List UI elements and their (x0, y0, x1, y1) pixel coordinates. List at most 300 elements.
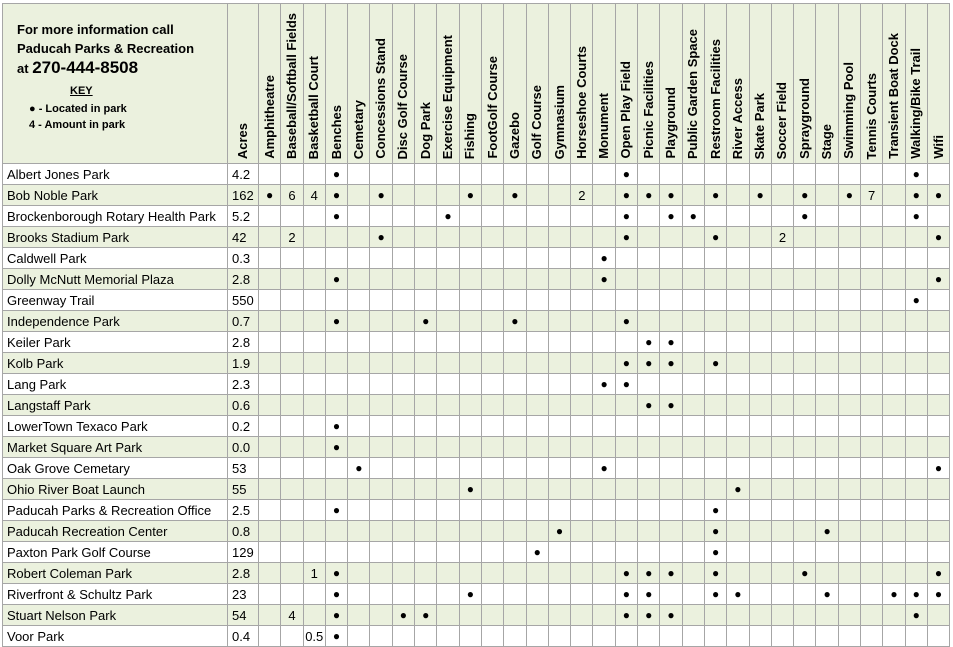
amenity-cell: ● (638, 332, 660, 353)
amenity-cell (348, 164, 370, 185)
amenity-cell (771, 248, 793, 269)
amenity-cell (370, 416, 392, 437)
amenity-cell: ● (704, 500, 726, 521)
amenity-cell: ● (638, 353, 660, 374)
amenity-cell (348, 563, 370, 584)
amenity-cell (259, 227, 281, 248)
amenity-header (571, 4, 593, 164)
amenity-cell (660, 542, 682, 563)
amenity-cell (727, 395, 749, 416)
amenity-cell: 4 (281, 605, 303, 626)
table-row (3, 542, 950, 563)
amenity-cell (682, 185, 704, 206)
amenity-cell (927, 500, 949, 521)
amenity-cell (749, 227, 771, 248)
amenity-header (437, 4, 459, 164)
amenity-cell (927, 437, 949, 458)
amenity-cell (526, 269, 548, 290)
amenity-cell (816, 290, 838, 311)
amenity-cell: ● (504, 311, 526, 332)
amenity-cell (905, 353, 927, 374)
amenity-cell (704, 437, 726, 458)
amenity-cell (794, 269, 816, 290)
amenity-cell: ● (927, 185, 949, 206)
amenity-cell: ● (615, 353, 637, 374)
amenity-cell (727, 185, 749, 206)
amenity-cell (281, 395, 303, 416)
table-row (3, 458, 950, 479)
amenity-cell (370, 353, 392, 374)
amenity-cell (392, 374, 414, 395)
amenity-cell (749, 395, 771, 416)
amenity-header-label: Wifi (930, 135, 946, 159)
amenity-cell: 2 (281, 227, 303, 248)
amenity-cell: ● (348, 458, 370, 479)
park-name: Paducah Recreation Center (3, 521, 228, 542)
amenity-cell (303, 458, 325, 479)
amenity-cell (281, 563, 303, 584)
amenity-cell (682, 311, 704, 332)
amenity-cell (593, 290, 615, 311)
amenity-cell (392, 248, 414, 269)
amenity-cell (927, 374, 949, 395)
amenity-cell: ● (437, 206, 459, 227)
park-acres: 2.8 (228, 563, 259, 584)
amenity-cell: ● (325, 626, 347, 647)
amenity-cell (838, 395, 860, 416)
amenity-cell (571, 395, 593, 416)
amenity-cell (392, 269, 414, 290)
amenity-cell (905, 626, 927, 647)
amenity-cell (593, 437, 615, 458)
amenity-header (794, 4, 816, 164)
amenity-cell (504, 269, 526, 290)
amenity-cell (927, 353, 949, 374)
amenity-cell (615, 332, 637, 353)
amenity-cell (571, 269, 593, 290)
amenity-cell (571, 290, 593, 311)
amenity-cell (437, 437, 459, 458)
amenity-cell (638, 374, 660, 395)
amenity-cell (392, 437, 414, 458)
amenity-cell (794, 458, 816, 479)
amenity-cell (526, 500, 548, 521)
table-row (3, 353, 950, 374)
amenity-cell (660, 626, 682, 647)
amenity-cell (794, 479, 816, 500)
park-name: Paxton Park Golf Course (3, 542, 228, 563)
amenity-cell (927, 626, 949, 647)
phone-number: 270-444-8508 (32, 58, 139, 77)
amenity-cell (437, 353, 459, 374)
amenity-cell (259, 269, 281, 290)
amenity-cell (481, 269, 503, 290)
amenity-cell (415, 332, 437, 353)
amenity-cell (303, 542, 325, 563)
amenity-cell (437, 416, 459, 437)
amenity-cell: ● (638, 605, 660, 626)
amenity-cell (481, 164, 503, 185)
amenity-cell: ● (816, 521, 838, 542)
amenity-cell (481, 626, 503, 647)
amenity-header-label: Gymnasium (551, 84, 567, 159)
amenity-cell (526, 311, 548, 332)
amenity-cell (883, 206, 905, 227)
amenity-cell (325, 542, 347, 563)
amenity-header-label: Restroom Facilities (707, 39, 723, 159)
amenity-cell (325, 332, 347, 353)
amenity-cell (415, 563, 437, 584)
park-acres: 54 (228, 605, 259, 626)
amenity-cell (481, 311, 503, 332)
amenity-cell: ● (704, 353, 726, 374)
amenity-header (325, 4, 347, 164)
amenity-cell (771, 458, 793, 479)
amenity-cell: 6 (281, 185, 303, 206)
amenity-cell (727, 290, 749, 311)
amenity-cell: ● (593, 458, 615, 479)
amenity-cell: ● (593, 374, 615, 395)
amenity-cell: ● (459, 479, 481, 500)
amenity-cell (816, 542, 838, 563)
amenity-cell (459, 248, 481, 269)
amenity-cell (526, 374, 548, 395)
amenity-cell (794, 584, 816, 605)
amenity-cell (905, 479, 927, 500)
amenity-cell (749, 374, 771, 395)
amenity-cell (348, 311, 370, 332)
amenity-cell (771, 521, 793, 542)
park-acres: 53 (228, 458, 259, 479)
amenity-cell: ● (325, 185, 347, 206)
amenity-cell (548, 269, 570, 290)
park-acres: 550 (228, 290, 259, 311)
amenity-header-label: Monument (596, 93, 612, 159)
amenity-cell (303, 332, 325, 353)
amenity-cell (816, 311, 838, 332)
amenity-cell (838, 206, 860, 227)
amenity-cell (838, 563, 860, 584)
amenity-cell (504, 164, 526, 185)
amenity-cell (459, 626, 481, 647)
amenity-cell (504, 605, 526, 626)
amenity-cell (682, 626, 704, 647)
amenity-cell (682, 269, 704, 290)
amenity-cell (593, 605, 615, 626)
amenity-cell (548, 542, 570, 563)
amenity-cell (281, 248, 303, 269)
amenity-cell (816, 332, 838, 353)
amenity-cell (816, 374, 838, 395)
amenity-cell (392, 311, 414, 332)
amenity-cell: ● (660, 332, 682, 353)
amenity-cell (861, 353, 883, 374)
amenity-cell (682, 353, 704, 374)
amenity-cell (838, 164, 860, 185)
amenity-cell (281, 332, 303, 353)
amenity-cell (816, 563, 838, 584)
amenity-cell (571, 311, 593, 332)
amenity-cell (281, 416, 303, 437)
amenity-cell (794, 542, 816, 563)
amenity-cell (392, 290, 414, 311)
amenity-cell (771, 164, 793, 185)
amenity-cell (927, 605, 949, 626)
amenity-cell (682, 437, 704, 458)
amenity-cell (459, 227, 481, 248)
park-acres: 0.8 (228, 521, 259, 542)
amenity-cell: ● (704, 185, 726, 206)
amenity-cell (883, 500, 905, 521)
amenity-cell (370, 248, 392, 269)
amenity-cell (481, 521, 503, 542)
key-title: KEY (70, 85, 93, 97)
amenity-cell (638, 164, 660, 185)
amenity-cell (838, 311, 860, 332)
amenity-cell (415, 248, 437, 269)
amenity-cell: ● (816, 584, 838, 605)
amenity-cell (771, 437, 793, 458)
amenity-cell (794, 605, 816, 626)
amenity-cell (660, 374, 682, 395)
amenity-cell (727, 206, 749, 227)
amenity-cell (481, 185, 503, 206)
amenity-cell (259, 458, 281, 479)
amenity-cell (459, 437, 481, 458)
amenity-cell: ● (615, 227, 637, 248)
amenity-cell (749, 479, 771, 500)
amenity-cell (392, 395, 414, 416)
amenity-cell (392, 542, 414, 563)
amenity-cell (838, 479, 860, 500)
amenity-cell (861, 395, 883, 416)
amenity-cell (481, 206, 503, 227)
header-row (3, 4, 950, 164)
amenity-cell (281, 500, 303, 521)
amenity-cell (883, 374, 905, 395)
amenity-header-label: Basketball Court (306, 55, 322, 159)
amenity-header-label: Golf Course (529, 84, 545, 159)
amenity-cell: ● (794, 206, 816, 227)
amenity-cell: ● (615, 605, 637, 626)
amenity-cell: ● (660, 353, 682, 374)
amenity-cell: ● (370, 185, 392, 206)
amenity-cell (883, 479, 905, 500)
amenity-cell (481, 416, 503, 437)
amenity-cell (459, 395, 481, 416)
amenity-cell (682, 584, 704, 605)
amenity-cell (771, 605, 793, 626)
amenity-cell (481, 500, 503, 521)
amenity-cell: ● (704, 227, 726, 248)
amenity-header (348, 4, 370, 164)
amenity-cell (794, 416, 816, 437)
amenity-cell (638, 437, 660, 458)
amenity-cell (303, 584, 325, 605)
park-acres: 2.8 (228, 332, 259, 353)
amenity-cell (927, 164, 949, 185)
table-row (3, 605, 950, 626)
amenity-cell (838, 248, 860, 269)
amenity-cell (504, 626, 526, 647)
amenity-cell (504, 521, 526, 542)
table-row (3, 437, 950, 458)
amenity-cell (504, 542, 526, 563)
amenity-cell (883, 227, 905, 248)
amenity-cell (905, 332, 927, 353)
amenity-cell (504, 437, 526, 458)
amenity-cell (259, 605, 281, 626)
park-acres: 5.2 (228, 206, 259, 227)
amenity-cell (593, 395, 615, 416)
amenity-cell: ● (415, 311, 437, 332)
amenity-cell (816, 227, 838, 248)
amenity-cell (325, 458, 347, 479)
park-name: Market Square Art Park (3, 437, 228, 458)
amenity-cell (682, 395, 704, 416)
amenity-cell (660, 521, 682, 542)
amenity-cell (571, 248, 593, 269)
amenity-cell: ● (838, 185, 860, 206)
amenity-cell (526, 206, 548, 227)
amenity-cell (838, 605, 860, 626)
park-name: Greenway Trail (3, 290, 228, 311)
amenity-cell (615, 269, 637, 290)
amenity-cell (905, 374, 927, 395)
amenity-cell (459, 521, 481, 542)
amenity-header (727, 4, 749, 164)
amenity-cell (838, 584, 860, 605)
amenity-cell (548, 206, 570, 227)
amenity-cell (883, 164, 905, 185)
amenity-cell (504, 353, 526, 374)
park-name: Keiler Park (3, 332, 228, 353)
amenity-cell (704, 269, 726, 290)
amenity-cell (905, 458, 927, 479)
amenity-cell (883, 353, 905, 374)
amenity-cell: ● (794, 185, 816, 206)
park-name: Lang Park (3, 374, 228, 395)
amenity-cell (861, 458, 883, 479)
park-acres: 0.0 (228, 437, 259, 458)
amenity-cell (259, 311, 281, 332)
amenity-cell (593, 227, 615, 248)
amenity-cell (526, 563, 548, 584)
amenity-cell (771, 500, 793, 521)
amenity-cell: ● (883, 584, 905, 605)
amenity-cell (459, 374, 481, 395)
amenity-cell (348, 605, 370, 626)
amenity-cell (281, 206, 303, 227)
amenity-header (883, 4, 905, 164)
amenity-header (459, 4, 481, 164)
amenity-cell (526, 248, 548, 269)
amenity-cell (638, 416, 660, 437)
amenity-cell (749, 542, 771, 563)
amenity-cell (415, 395, 437, 416)
amenity-cell (281, 437, 303, 458)
amenity-cell: ● (615, 185, 637, 206)
amenity-cell (281, 521, 303, 542)
amenity-cell (504, 584, 526, 605)
amenity-cell (415, 206, 437, 227)
amenity-header (749, 4, 771, 164)
amenity-cell (504, 227, 526, 248)
amenity-cell (392, 626, 414, 647)
amenity-cell (504, 395, 526, 416)
amenity-cell (883, 437, 905, 458)
amenity-cell (526, 395, 548, 416)
amenity-cell (682, 248, 704, 269)
amenity-cell (281, 311, 303, 332)
table-row (3, 290, 950, 311)
amenity-cell (481, 605, 503, 626)
amenity-cell: ● (905, 605, 927, 626)
amenity-cell (415, 269, 437, 290)
acres-header-label: Acres (235, 122, 250, 159)
amenity-cell (838, 353, 860, 374)
amenity-cell (504, 290, 526, 311)
amenity-cell (459, 206, 481, 227)
amenity-cell (548, 374, 570, 395)
amenity-cell (905, 227, 927, 248)
amenity-cell (704, 248, 726, 269)
amenity-cell (682, 416, 704, 437)
amenity-cell (749, 269, 771, 290)
amenity-cell: 4 (303, 185, 325, 206)
amenity-cell (504, 416, 526, 437)
amenity-cell (392, 521, 414, 542)
amenity-cell (816, 416, 838, 437)
amenity-cell (325, 374, 347, 395)
amenity-header (415, 4, 437, 164)
amenity-cell (348, 374, 370, 395)
amenity-cell (437, 521, 459, 542)
amenity-cell (794, 521, 816, 542)
amenity-cell (883, 185, 905, 206)
amenity-cell (615, 626, 637, 647)
amenity-cell (370, 311, 392, 332)
amenity-header-label: Cemetary (350, 99, 366, 159)
amenity-cell (281, 290, 303, 311)
amenity-cell (348, 227, 370, 248)
amenity-cell: ● (615, 164, 637, 185)
amenity-cell (526, 626, 548, 647)
amenity-cell (548, 311, 570, 332)
amenity-cell: 2 (571, 185, 593, 206)
amenity-cell (415, 479, 437, 500)
amenity-header (704, 4, 726, 164)
park-acres: 1.9 (228, 353, 259, 374)
amenity-cell (437, 479, 459, 500)
amenity-cell (727, 353, 749, 374)
amenity-cell (303, 248, 325, 269)
amenity-cell: 0.5 (303, 626, 325, 647)
amenity-cell: ● (325, 311, 347, 332)
amenity-cell (727, 563, 749, 584)
amenity-cell (883, 290, 905, 311)
amenity-cell (370, 206, 392, 227)
amenity-cell (571, 416, 593, 437)
amenity-cell (838, 416, 860, 437)
amenity-cell (459, 353, 481, 374)
amenity-cell (861, 437, 883, 458)
park-name: Robert Coleman Park (3, 563, 228, 584)
amenity-cell (749, 290, 771, 311)
amenity-cell (727, 332, 749, 353)
info-line-1: For more information call (17, 22, 174, 37)
amenity-cell (861, 605, 883, 626)
